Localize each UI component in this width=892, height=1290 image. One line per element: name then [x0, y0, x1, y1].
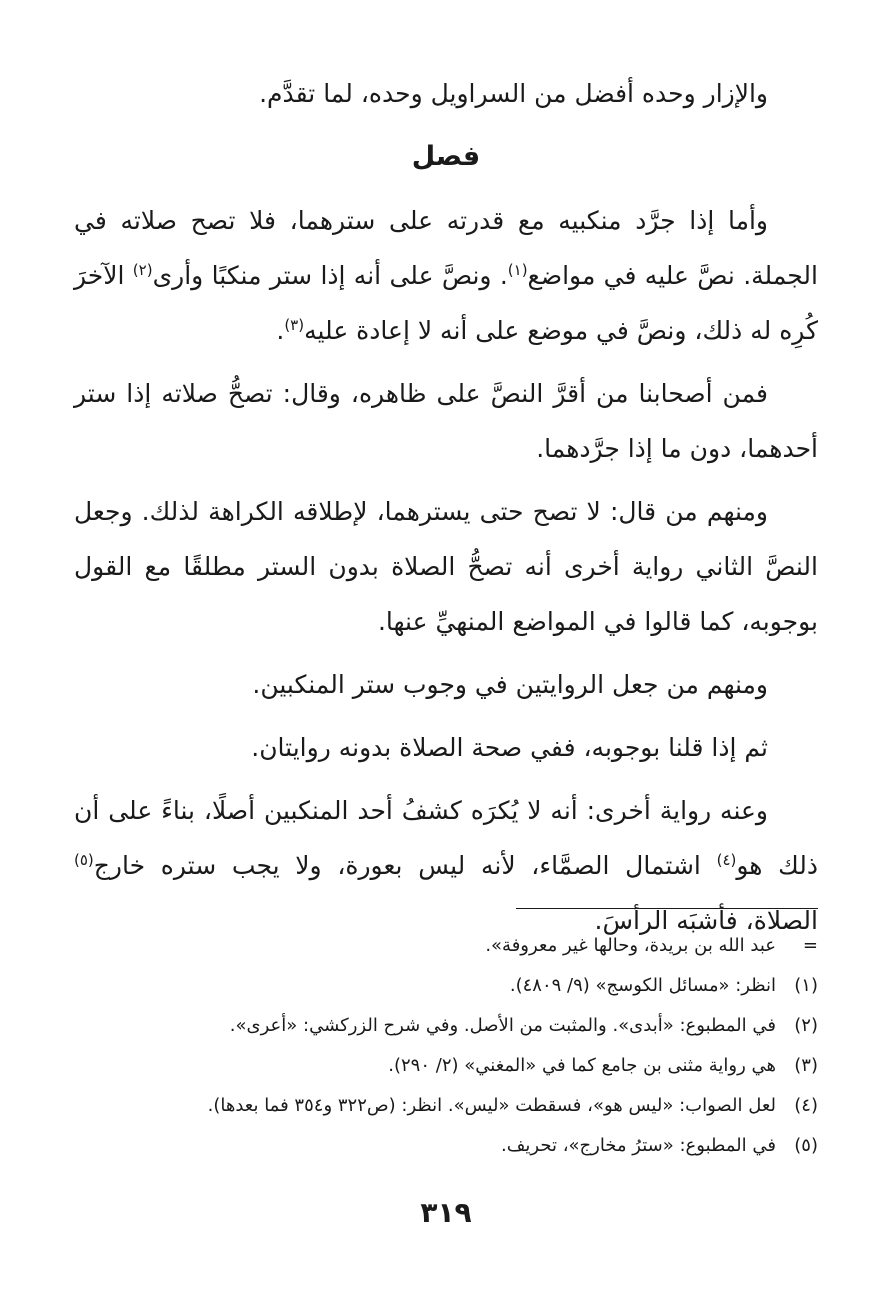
- footnotes: [74, 926, 818, 1166]
- footnote-divider: [516, 908, 818, 909]
- footnote-number: (٣): [794, 1055, 818, 1076]
- paragraph-1: [74, 193, 818, 358]
- footnote-number: (١): [794, 975, 818, 996]
- footnote-text: عبد الله بن بريدة، وحالها غير معروفة».: [485, 935, 776, 956]
- footnote-5: [74, 1126, 818, 1166]
- footnote-3: [74, 1046, 818, 1086]
- paragraph-1-text-c: الآخرَ كُرِه له ذلك، ونصَّ في موضع على أنه لا إعادة عليه: [74, 261, 818, 345]
- footnote-ref-2[interactable]: (٢): [132, 261, 153, 279]
- footnote-number: (٢): [794, 1015, 818, 1036]
- main-text: [74, 66, 818, 948]
- paragraph-2: فمن أصحابنا من أقرَّ النصَّ على ظاهره، وقال: تصحُّ صلاته إذا ستر أحدهما، دون ما إذا جرَّدهما.: [74, 379, 818, 463]
- paragraph-6-text-c: الصلاة، فأشبَه الرأسَ.: [594, 906, 818, 935]
- page-number: ٣١٩: [420, 1196, 472, 1229]
- paragraph-3: ومنهم من قال: لا تصح حتى يسترهما، لإطلاقه الكراهة لذلك. وجعل النصَّ الثاني رواية أخرى أنه تصحُّ الصلاة بدون الستر مطلقًا مع القول بوجوبه، كما قالوا في المواضع المنهيِّ عنها.: [74, 497, 818, 636]
- footnote-1: [74, 966, 818, 1006]
- footnote-ref-4[interactable]: (٤): [716, 851, 737, 869]
- footnote-number: =: [802, 935, 818, 956]
- paragraph-6: [74, 783, 818, 948]
- paragraph-4: ومنهم من جعل الروايتين في وجوب ستر المنكبين.: [252, 670, 768, 699]
- footnote-continuation: [74, 926, 818, 966]
- footnote-text: انظر: «مسائل الكوسج» (٩/ ٤٨٠٩).: [509, 975, 776, 996]
- footnote-4: [74, 1086, 818, 1126]
- footnote-text: في المطبوع: «أبدى». والمثبت من الأصل. وفي شرح الزركشي: «أعرى».: [229, 1015, 776, 1036]
- footnote-text: في المطبوع: «سترُ مخارج»، تحريف.: [501, 1135, 776, 1156]
- footnote-ref-3[interactable]: (٣): [284, 316, 305, 334]
- paragraph-1-text-b: . ونصَّ على أنه إذا ستر منكبًا وأرى: [152, 261, 508, 290]
- footnote-ref-5[interactable]: (٥): [74, 851, 94, 869]
- paragraph-5: ثم إذا قلنا بوجوبه، ففي صحة الصلاة بدونه روايتان.: [251, 733, 768, 762]
- footnote-2: [74, 1006, 818, 1046]
- footnote-text: هي رواية مثنى بن جامع كما في «المغني» (٢/ ٢٩٠).: [388, 1055, 776, 1076]
- paragraph-1-text-a: وأما إذا جرَّد منكبيه مع قدرته على سترهما، فلا تصح صلاته في الجملة. نصَّ عليه في مواضع: [74, 206, 818, 290]
- footnote-ref-1[interactable]: (١): [507, 261, 528, 279]
- paragraph-1-text-d: .: [276, 316, 285, 345]
- footnote-text: لعل الصواب: «ليس هو»، فسقطت «ليس». انظر: (ص٣٢٢ و٣٥٤ فما بعدها).: [207, 1095, 776, 1116]
- section-heading: فصل: [411, 141, 481, 172]
- paragraph-6-text-b: اشتمال الصمَّاء، لأنه ليس بعورة، ولا يجب ستره خارج: [93, 851, 717, 880]
- paragraph-6-text-a: وعنه رواية أخرى: أنه لا يُكرَه كشفُ أحد المنكبين أصلًا، بناءً على أن ذلك هو: [74, 796, 819, 880]
- footnote-number: (٥): [794, 1135, 818, 1156]
- footnote-number: (٤): [794, 1095, 818, 1116]
- paragraph-continuation: والإزار وحده أفضل من السراويل وحده، لما تقدَّم.: [259, 79, 768, 108]
